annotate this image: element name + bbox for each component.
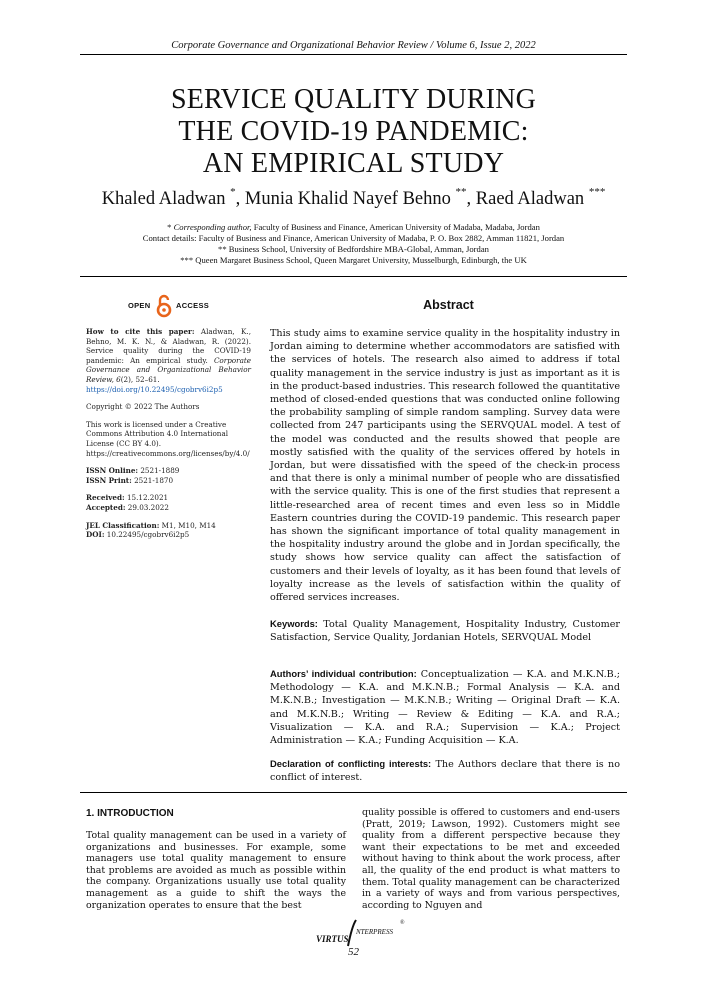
contribution-label: Authors’ individual contribution: <box>270 668 417 679</box>
accepted-date: 29.03.2022 <box>125 502 169 512</box>
declaration-label: Declaration of conflicting interests: <box>270 758 432 769</box>
citation-tail: (2), 52–61. <box>120 374 160 384</box>
logo-registered-mark: ® <box>400 920 405 926</box>
author-list <box>40 188 667 210</box>
contact-details: Contact details: Faculty of Business and Finance, American University of Madaba, P. O. Box 2882, Amman 11821, Jordan <box>142 233 565 243</box>
author-2: , Munia Khalid Nayef Behno <box>235 189 451 210</box>
copyright: Copyright © 2022 The Authors <box>86 402 200 412</box>
open-lock-icon <box>156 294 172 318</box>
header-rule <box>80 54 627 55</box>
citation-label: How to cite this paper: <box>86 327 195 336</box>
abstract-heading: Abstract <box>423 298 474 312</box>
author-3: , Raed Aladwan <box>466 189 585 210</box>
open-access-right: ACCESS <box>176 301 210 310</box>
dates-block <box>86 493 251 512</box>
section-rule-top <box>80 276 627 277</box>
logo-right-text: NTERPRESS <box>356 928 393 936</box>
issn-print: 2521-1870 <box>131 475 174 485</box>
title-line-1: SERVICE QUALITY DURING <box>170 84 537 115</box>
keywords <box>270 617 620 644</box>
author-1-mark: * <box>230 186 236 198</box>
affiliations <box>60 222 647 266</box>
jel-label: JEL Classification: <box>86 520 160 530</box>
declaration-text: The Authors declare that there is no conflict of interest. <box>270 759 620 784</box>
logo-left-text: VIRTUS <box>316 934 349 944</box>
classification-block <box>86 521 251 540</box>
issn-block <box>86 466 251 485</box>
abstract-body: This study aims to examine service quality in the hospitality industry in Jordan aiming to determine whether accommodators are satisfied with the services of hotels. The research also aimed to address if total quality management in the service industry is just as important as it is in the product-based industries. This research followed the quantitative method of closed-ended questions that was conducted online following the probability sampling of simple random sampling. Survey data were collected from 247 participants using the SERVQUAL model. A test of the model was conducted and the results showed that people are mostly satisfied with the quality of the services offered by hotels in Jordan, but were dissatisfied with the speed of the check-in process and that there is only a minimal number of people who are dissatisfied with the service quality. This is one of the first studies that represent a little-researched area of recent times and even less so in Middle Eastern countries during the COVID-19 pandemic. This research paper has shown the significant importance of total quality management in the hospitality industry around the globe and in Jordan specifically, the study shows how service quality can affect the satisfaction of customers and their levels of loyalty, as it has been found that levels of loyalty increase as the levels of satisfaction within the quality of offered services increases. <box>270 328 620 604</box>
author-1: Khaled Aladwan <box>101 189 226 210</box>
affiliation-2: ** Business School, University of Bedfordshire MBA-Global, Amman, Jordan <box>218 244 489 254</box>
accepted-label: Accepted: <box>86 502 126 512</box>
doi-link[interactable]: https://doi.org/10.22495/cgobrv6i2p5 <box>86 384 223 394</box>
doi-label: DOI: <box>86 530 105 540</box>
title-line-3: AN EMPIRICAL STUDY <box>202 148 505 179</box>
open-access-left: OPEN <box>128 301 151 310</box>
article-info <box>86 327 251 548</box>
title-line-2: THE COVID-19 PANDEMIC: <box>178 116 529 147</box>
corresponding-label: Corresponding author, <box>173 222 252 232</box>
doi-value: 10.22495/cgobrv6i2p5 <box>104 530 190 540</box>
received-label: Received: <box>86 493 125 503</box>
citation-text: Aladwan, K., Behno, M. K. N., & Aladwan, R. (2022). Service quality during the COVID-19 pandemic: An empirical study. <box>86 327 251 365</box>
paper-title <box>60 84 647 180</box>
page-number: 52 <box>348 946 359 958</box>
contribution-text: Conceptualization — K.A. and M.K.N.B.; Methodology — K.A. and M.K.N.B.; Formal Analysis — K.A. and M.K.N.B.; Investigation — M.K.N.B.; Writing — Original Draft — K.A. and M.K.N.B.; Writing — Review & Editing — K.A. and R.A.; Visualization — K.A. and R.A.; Supervision — K.A.; Project Administration — K.A.; Funding Acquisition — K.A. <box>270 669 621 747</box>
open-access-badge <box>128 294 238 320</box>
introduction-column-2: quality possible is offered to customers and end-users (Pratt, 2019; Lawson, 1992). Customers might see quality from a different perspective because they want their expectations to be met and exceeded without having to think about the work process, after all, the quality of the end product is what matters to them. Total quality management can be characterized in a variety of ways and from various perspectives, according to Nguyen and <box>362 807 620 911</box>
conflict-declaration <box>270 757 620 784</box>
introduction-heading: 1. INTRODUCTION <box>86 808 174 819</box>
citation <box>86 327 251 394</box>
introduction-column-1: Total quality management can be used in a variety of organizations and businesses. For example, some managers use total quality management to ensure that problems are avoided as much as possible within the company. Organizations usually use total quality management as a guide to shift the ways the organization operates to ensure that the best <box>86 830 346 911</box>
affiliation-1-text: Faculty of Business and Finance, American University of Madaba, Madaba, Jordan <box>251 222 540 232</box>
keywords-text: Total Quality Management, Hospitality Industry, Customer Satisfaction, Service Quality, Jordanian Hotels, SERVQUAL Model <box>270 619 620 644</box>
affiliation-3: *** Queen Margaret Business School, Queen Margaret University, Musselburgh, Edinburgh, the UK <box>180 255 527 265</box>
issn-print-label: ISSN Print: <box>86 475 132 485</box>
running-head: Corporate Governance and Organizational Behavior Review / Volume 6, Issue 2, 2022 <box>171 40 536 51</box>
issn-online: 2521-1889 <box>138 466 180 476</box>
issn-online-label: ISSN Online: <box>86 466 139 476</box>
affiliation-1 <box>60 222 647 233</box>
author-contribution <box>270 667 620 747</box>
citation-journal: Corporate Governance and Organizational Behavior Review, 6 <box>86 355 251 384</box>
author-3-mark: *** <box>588 186 606 198</box>
jel-codes: M1, M10, M14 <box>159 520 216 530</box>
affiliation-1-mark: * <box>167 222 174 232</box>
license: This work is licensed under a Creative Commons Attribution 4.0 International License (CC BY 4.0). https://creativecommons.org/licenses/by/4.0/ <box>86 419 250 458</box>
section-rule-bottom <box>80 792 627 793</box>
author-2-mark: ** <box>455 186 467 198</box>
keywords-label: Keywords: <box>270 618 318 629</box>
received-date: 15.12.2021 <box>124 493 169 503</box>
